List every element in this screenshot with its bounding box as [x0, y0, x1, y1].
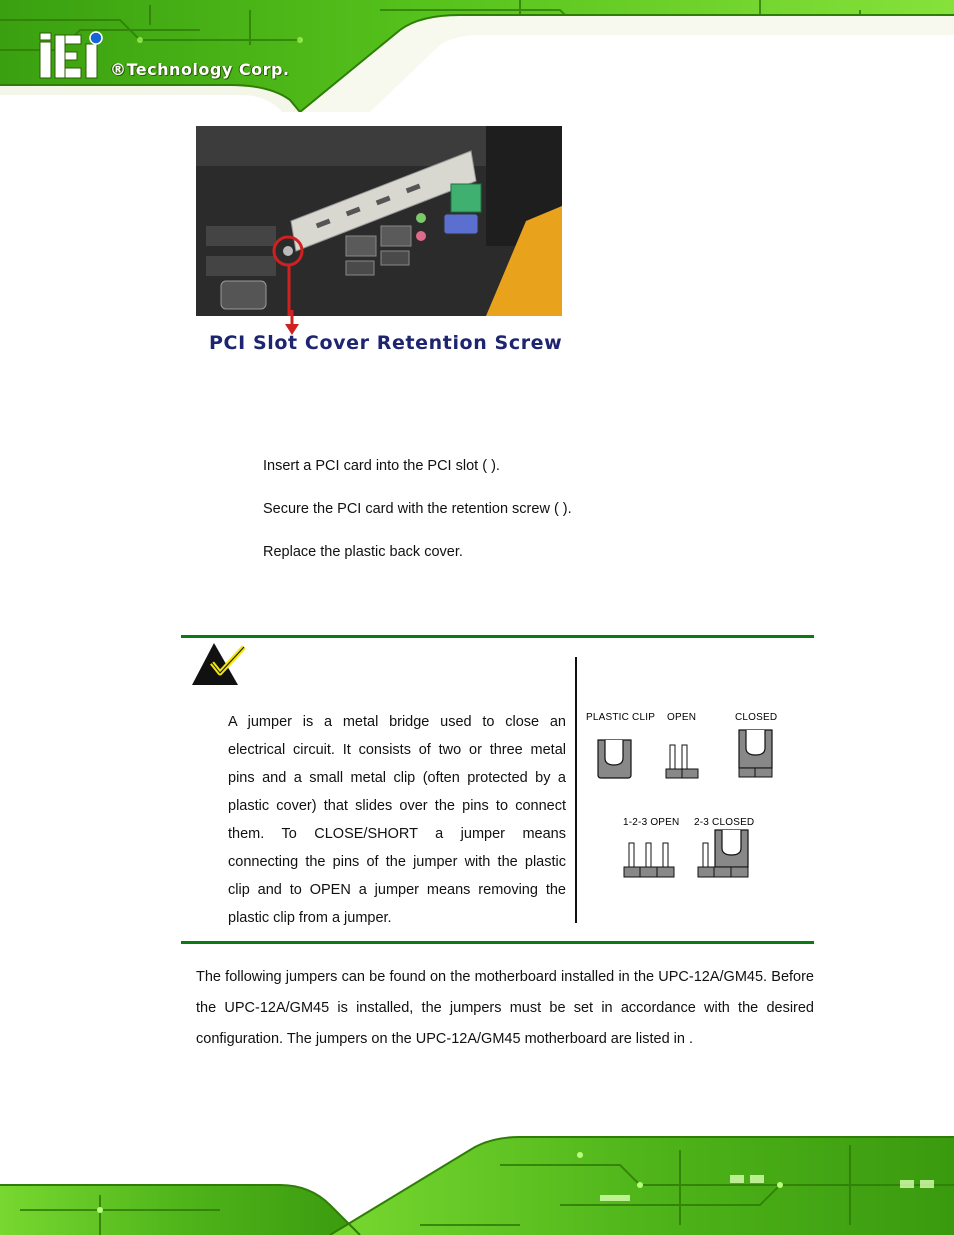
open-jumper-icon [666, 745, 698, 778]
iei-logo-icon [38, 30, 108, 80]
jumper-intro-paragraph: The following jumpers can be found on the motherboard installed in the UPC-12A/GM45. Before the UPC-12A/GM45 is installed, the jumpers must be set in accordance with the desired configuration. The jumpers on the UPC-12A/GM45 motherboard are listed in . [196, 969, 814, 1047]
photo-caption: PCI Slot Cover Retention Screw [209, 332, 563, 354]
label-open: OPEN [667, 712, 697, 723]
page-header [0, 0, 954, 112]
label-123-open: 1-2-3 OPEN [623, 817, 680, 828]
page-footer [0, 1125, 954, 1235]
note-top-rule [181, 635, 814, 638]
plastic-clip-icon [598, 740, 631, 778]
label-23-closed: 2-3 CLOSED [694, 817, 755, 828]
closed-jumper-icon [739, 730, 772, 777]
step-secure-card: Secure the PCI card with the retention screw ( ). [263, 501, 572, 517]
circuit-board-footer [0, 1125, 954, 1235]
note-text: A jumper is a metal bridge used to close an electrical circuit. It consists of two or three metal pins and a small metal clip (often protected by a plastic cover) that slides over the pins to connect them. To CLOSE/SHORT a jumper means connecting the pins of the jumper with the plastic clip and to OPEN a jumper means removing the plastic clip from a jumper. [228, 714, 566, 926]
note-bottom-rule [181, 941, 814, 944]
jumper-diagram [580, 700, 810, 890]
note-divider [575, 657, 577, 923]
label-closed: CLOSED [735, 712, 778, 723]
three-pin-closed-jumper-icon [698, 830, 748, 877]
pci-slot-photo [196, 126, 562, 316]
step-insert-card: Insert a PCI card into the PCI slot ( ). [263, 458, 500, 474]
circuit-board-banner [0, 0, 954, 112]
label-plastic-clip: PLASTIC CLIP [586, 712, 656, 723]
note-checkmark-icon [190, 641, 248, 687]
brand-name: ®Technology Corp. [110, 60, 290, 79]
three-pin-open-jumper-icon [624, 843, 674, 877]
step-replace-cover: Replace the plastic back cover. [263, 544, 463, 560]
